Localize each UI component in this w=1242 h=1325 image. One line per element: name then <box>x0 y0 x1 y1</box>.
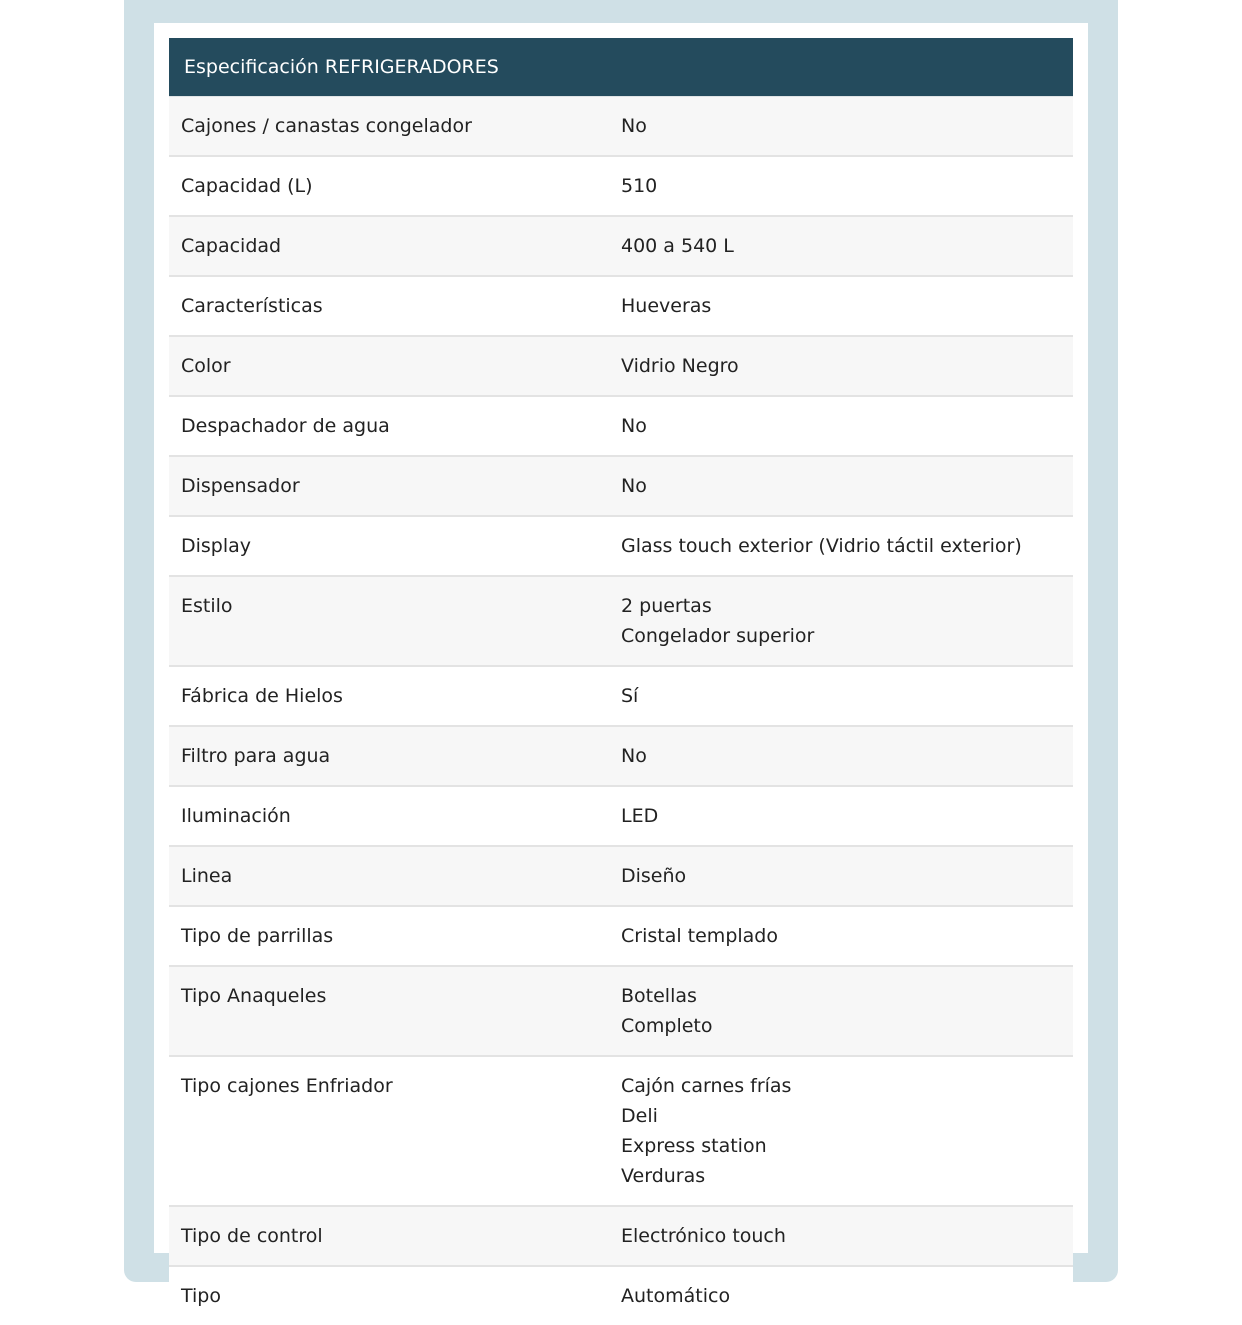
spec-value-line: Botellas <box>621 985 697 1007</box>
spec-label: Dispensador <box>181 475 300 497</box>
spec-value-line: No <box>621 745 647 767</box>
spec-value-line: Automático <box>621 1285 731 1307</box>
spec-label: Display <box>181 535 252 557</box>
spec-row <box>169 217 1073 277</box>
spec-value <box>621 111 1073 141</box>
spec-label: Tipo de control <box>181 1225 323 1247</box>
spec-row <box>169 337 1073 397</box>
spec-value <box>621 921 1073 951</box>
spec-label: Capacidad (L) <box>181 175 313 197</box>
spec-label: Tipo Anaqueles <box>181 985 327 1007</box>
spec-value-line: Electrónico touch <box>621 1225 786 1247</box>
spec-row <box>169 667 1073 727</box>
spec-label: Iluminación <box>181 805 291 827</box>
spec-value-line: Deli <box>621 1105 658 1127</box>
spec-value-line: Congelador superior <box>621 625 815 647</box>
spec-value <box>621 741 1073 771</box>
spec-label: Fábrica de Hielos <box>181 685 343 707</box>
spec-table-body <box>169 97 1073 1325</box>
spec-value <box>621 351 1073 381</box>
spec-value-line: 510 <box>621 175 658 197</box>
spec-row <box>169 577 1073 667</box>
spec-value-line: 2 puertas <box>621 595 712 617</box>
spec-row <box>169 1207 1073 1267</box>
spec-label: Filtro para agua <box>181 745 331 767</box>
spec-label: Linea <box>181 865 233 887</box>
spec-row <box>169 157 1073 217</box>
spec-row <box>169 457 1073 517</box>
spec-value <box>621 411 1073 441</box>
spec-value <box>621 531 1073 561</box>
spec-value-line: Express station <box>621 1135 767 1157</box>
spec-value-line: Hueveras <box>621 295 712 317</box>
spec-value <box>621 1281 1073 1311</box>
spec-value-line: Glass touch exterior (Vidrio táctil exterior) <box>621 535 1022 557</box>
spec-row <box>169 517 1073 577</box>
spec-value-line: Sí <box>621 685 639 707</box>
spec-value <box>621 171 1073 201</box>
spec-label: Despachador de agua <box>181 415 390 437</box>
spec-label: Tipo <box>181 1285 221 1307</box>
spec-row <box>169 397 1073 457</box>
spec-row <box>169 967 1073 1057</box>
spec-row <box>169 97 1073 157</box>
spec-row <box>169 1267 1073 1325</box>
spec-value <box>621 1071 1073 1191</box>
spec-row <box>169 787 1073 847</box>
spec-label: Color <box>181 355 231 377</box>
spec-label: Características <box>181 295 323 317</box>
spec-value <box>621 471 1073 501</box>
spec-value-line: No <box>621 115 647 137</box>
spec-value <box>621 801 1073 831</box>
spec-label: Cajones / canastas congelador <box>181 115 472 137</box>
spec-row <box>169 1057 1073 1207</box>
spec-value-line: Cajón carnes frías <box>621 1075 792 1097</box>
spec-label: Estilo <box>181 595 233 617</box>
spec-row <box>169 907 1073 967</box>
spec-row <box>169 277 1073 337</box>
spec-value-line: LED <box>621 805 659 827</box>
spec-row <box>169 847 1073 907</box>
spec-label: Tipo cajones Enfriador <box>181 1075 393 1097</box>
spec-value <box>621 231 1073 261</box>
spec-table-title: Especificación REFRIGERADORES <box>169 38 1073 97</box>
spec-value-line: Diseño <box>621 865 687 887</box>
spec-value-line: Verduras <box>621 1165 706 1187</box>
spec-value-line: No <box>621 475 647 497</box>
spec-value <box>621 861 1073 891</box>
spec-value <box>621 681 1073 711</box>
spec-value <box>621 591 1073 651</box>
spec-value-line: Cristal templado <box>621 925 778 947</box>
spec-value-line: No <box>621 415 647 437</box>
spec-value <box>621 981 1073 1041</box>
spec-label: Capacidad <box>181 235 282 257</box>
spec-value-line: 400 a 540 L <box>621 235 734 257</box>
spec-value <box>621 291 1073 321</box>
spec-row <box>169 727 1073 787</box>
spec-value-line: Completo <box>621 1015 713 1037</box>
spec-value <box>621 1221 1073 1251</box>
spec-table <box>169 38 1073 1325</box>
spec-value-line: Vidrio Negro <box>621 355 739 377</box>
spec-label: Tipo de parrillas <box>181 925 334 947</box>
